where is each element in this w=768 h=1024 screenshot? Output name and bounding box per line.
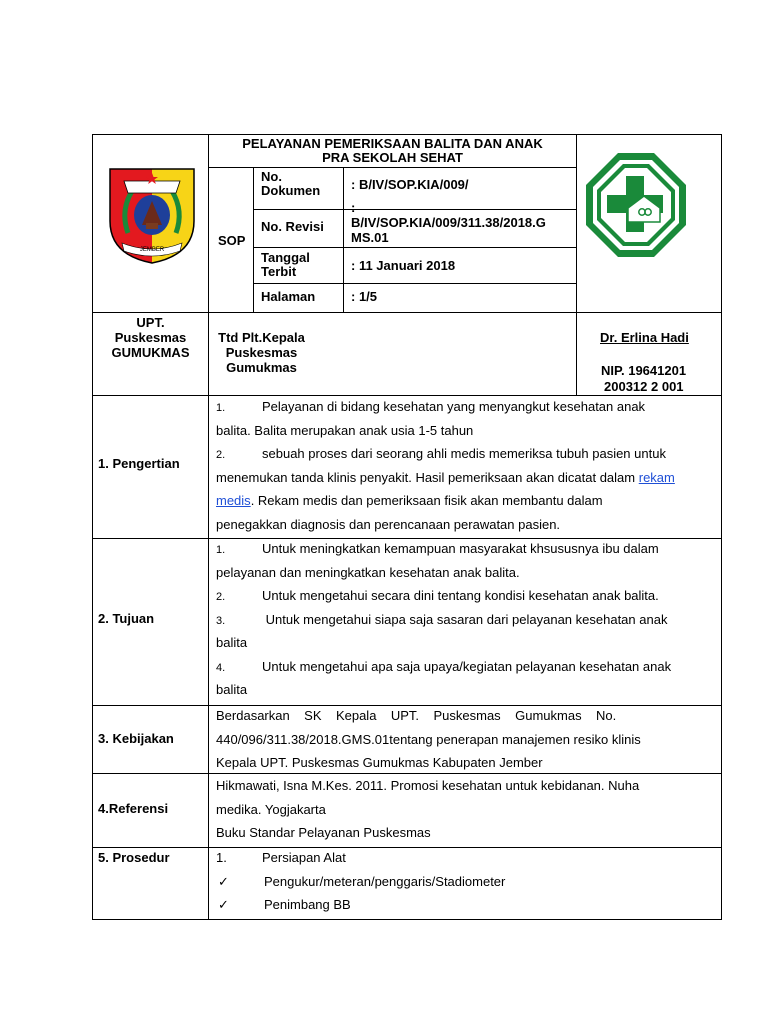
halaman-value: : 1/5	[351, 289, 378, 304]
nip-line-2: 200312 2 001	[604, 379, 684, 394]
kebijakan-line2: 440/096/311.38/2018.GMS.01tentang penerapan manajemen resiko klinis	[216, 731, 641, 747]
section-label-prosedur: 5. Prosedur	[98, 850, 170, 865]
tanggal-terbit-label-1: Tanggal	[261, 250, 310, 265]
rekam-medis-link-part2[interactable]: medis	[216, 493, 251, 508]
no-dokumen-label-1: No.	[261, 169, 282, 184]
puskesmas-logo	[582, 150, 690, 260]
doc-title-line-2: PRA SEKOLAH SEHAT	[322, 150, 463, 165]
no-revisi-value-1: B/IV/SOP.KIA/009/311.38/2018.G	[351, 215, 546, 230]
prosedur-content	[216, 846, 716, 917]
logo-ribbon-text: JEMBER	[139, 247, 165, 253]
table-border-right	[721, 134, 722, 920]
list-number: 1.	[216, 850, 227, 865]
tujuan-item1-line2: pelayanan dan meningkatkan kesehatan anak balita.	[216, 564, 520, 580]
row-divider-2	[253, 247, 577, 248]
kebijakan-content	[216, 704, 716, 775]
list-number: 1.	[216, 544, 226, 556]
tujuan-item1-line1: Untuk meningkatkan kemampuan masyarakat khsususnya ibu dalam	[262, 541, 659, 556]
org-line-1: UPT.	[136, 315, 165, 330]
pengertian-item1-line1: Pelayanan di bidang kesehatan yang menyangkut kesehatan anak	[262, 399, 646, 414]
pengertian-item1-line2: balita. Balita merupakan anak usia 1-5 tahun	[216, 422, 474, 438]
nip-line-1: NIP. 19641201	[601, 363, 687, 378]
row-divider-3	[253, 283, 577, 284]
pengertian-item2-line3: . Rekam medis dan pemeriksaan fisik akan membantu dalam	[250, 493, 603, 508]
prosedur-item1: Persiapan Alat	[262, 850, 346, 865]
org-line-3: GUMUKMAS	[111, 345, 190, 360]
list-number: 2.	[216, 449, 226, 461]
no-revisi-colon: :	[351, 200, 356, 215]
label-divider	[343, 167, 344, 312]
table-divider-left	[208, 134, 209, 920]
no-dokumen-value: : B/IV/SOP.KIA/009/	[351, 177, 469, 192]
table-border-bottom	[92, 919, 722, 920]
checkmark-icon: ✓	[218, 897, 229, 912]
prosedur-check2: Penimbang BB	[264, 897, 351, 912]
table-border-left	[92, 134, 93, 920]
table-border-top	[92, 134, 722, 135]
org-line-2: Puskesmas	[114, 330, 187, 345]
header-bottom	[92, 312, 722, 313]
prosedur-check1: Pengukur/meteran/penggaris/Stadiometer	[264, 873, 506, 889]
sop-divider	[253, 167, 254, 312]
section-label-pengertian: 1. Pengertian	[98, 456, 180, 471]
referensi-line2: medika. Yogjakarta	[216, 801, 326, 817]
no-revisi-label: No. Revisi	[261, 219, 324, 234]
pengertian-item2-line4: penegakkan diagnosis dan perencanaan perawatan pasien.	[216, 516, 561, 532]
list-number: 1.	[216, 402, 226, 414]
title-bottom	[208, 167, 577, 168]
row-divider-1	[253, 209, 577, 210]
kebijakan-line3: Kepala UPT. Puskesmas Gumukmas Kabupaten Jember	[216, 755, 543, 770]
tujuan-item4-line2: balita	[216, 682, 248, 697]
pengertian-item2-line2: menemukan tanda klinis penyakit. Hasil pemeriksaan akan dicatat dalam	[216, 469, 639, 485]
ttd-line-1: Ttd Plt.Kepala	[218, 330, 305, 345]
checkmark-icon: ✓	[218, 873, 229, 889]
rekam-medis-link-part1[interactable]: rekam	[638, 469, 675, 485]
list-number: 4.	[216, 661, 226, 674]
tujuan-item4-line1: Untuk mengetahui apa saja upaya/kegiatan pelayanan kesehatan anak	[262, 658, 672, 674]
sop-label: SOP	[218, 233, 246, 248]
regency-logo	[106, 163, 198, 265]
no-revisi-value-2: MS.01	[351, 230, 389, 245]
section-label-tujuan: 2. Tujuan	[98, 611, 155, 626]
kebijakan-line1: Berdasarkan SK Kepala UPT. Puskesmas Gumukmas No.	[216, 708, 617, 723]
list-number: 3.	[216, 614, 226, 627]
ttd-line-2: Puskesmas	[225, 345, 298, 360]
section-label-referensi: 4.Referensi	[98, 801, 169, 816]
referensi-line1: Hikmawati, Isna M.Kes. 2011. Promosi kesehatan untuk kebidanan. Nuha	[216, 778, 640, 793]
referensi-line3: Buku Standar Pelayanan Puskesmas	[216, 825, 431, 840]
table-divider-right	[576, 134, 577, 395]
tujuan-content	[216, 537, 716, 702]
doc-title-line-1: PELAYANAN PEMERIKSAAN BALITA DAN ANAK	[242, 136, 543, 151]
pengertian-content	[216, 395, 716, 536]
list-number: 2.	[216, 591, 226, 603]
tujuan-item2-line1: Untuk mengetahui secara dini tentang kondisi kesehatan anak balita.	[262, 588, 659, 603]
ttd-line-3: Gumukmas	[226, 360, 297, 375]
signer-name: Dr. Erlina Hadi	[600, 330, 689, 345]
tujuan-item3-line2: balita	[216, 635, 248, 650]
tanggal-terbit-value: : 11 Januari 2018	[351, 258, 456, 273]
referensi-content	[216, 774, 716, 845]
tanggal-terbit-label-2: Terbit	[261, 264, 297, 279]
section-label-kebijakan: 3. Kebijakan	[98, 731, 174, 746]
no-dokumen-label-2: Dokumen	[261, 183, 321, 198]
halaman-label: Halaman	[261, 289, 316, 304]
pengertian-item2-line1: sebuah proses dari seorang ahli medis memeriksa tubuh pasien untuk	[262, 446, 666, 461]
tujuan-item3-line1: Untuk mengetahui siapa saja sasaran dari pelayanan kesehatan anak	[262, 611, 668, 627]
